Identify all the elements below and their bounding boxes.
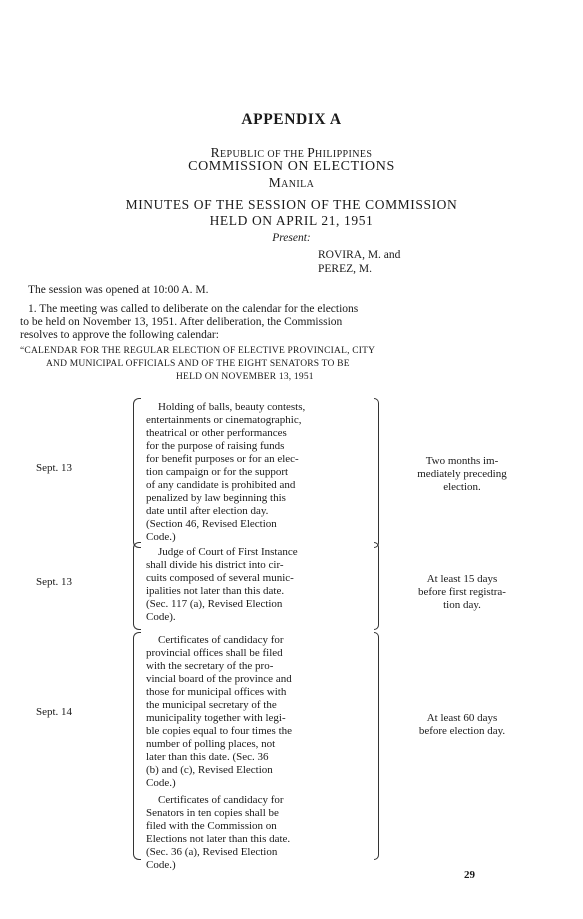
entry-line: number of polling places, not (146, 738, 276, 750)
republic-initial: R (210, 145, 220, 160)
entry-note (382, 573, 542, 612)
philippines-initial: P (307, 145, 315, 160)
entry-line: Code.) (146, 531, 176, 543)
entry-line: cuits composed of several munic- (146, 572, 294, 584)
paragraph-1-line-1: 1. The meeting was called to deliberate on the calendar for the elections (28, 303, 359, 315)
entry-line: Code.) (146, 859, 176, 871)
entry-line: date until after election day. (146, 505, 269, 517)
entry-line: those for municipal offices with (146, 686, 287, 698)
entry-line: ipalities not later than this date. (146, 585, 285, 597)
entry-line: of any candidate is prohibited and (146, 479, 296, 491)
entry-line: Elections not later than this date. (146, 833, 291, 845)
note-line: before election day. (418, 725, 506, 737)
entry-line: (b) and (c), Revised Election (146, 764, 273, 776)
entry-line: ble copies equal to four times the (146, 725, 293, 737)
minutes-line-1: MINUTES OF THE SESSION OF THE COMMISSION (125, 197, 458, 212)
commission-name: COMMISSION ON ELECTIONS (188, 159, 395, 174)
entry-line: entertainments or cinematographic, (146, 414, 302, 426)
minutes-heading (0, 197, 583, 229)
present-member-2: PEREZ, M. (318, 263, 372, 275)
entry-line: (Sec. 117 (a), Revised Election (146, 598, 283, 610)
note-line: mediately preceding (417, 468, 507, 480)
present-label: Present: (272, 232, 311, 244)
philippines-rest: HILIPPINES (315, 149, 373, 160)
entry-line: (Sec. 36 (a), Revised Election (146, 846, 278, 858)
entry-date: Sept. 13 (36, 462, 73, 474)
entry-line: municipality together with legi- (146, 712, 286, 724)
entry-line: shall divide his district into cir- (146, 559, 284, 571)
note-line: election. (443, 481, 481, 493)
entry-line: Holding of balls, beauty contests, (158, 401, 306, 413)
left-brace (133, 398, 141, 548)
entry-line: (Section 46, Revised Election (146, 518, 277, 530)
entry-line: penalized by law beginning this (146, 492, 286, 504)
entry-line: with the secretary of the pro- (146, 660, 274, 672)
paragraph-1 (20, 303, 530, 342)
entry-note (382, 712, 542, 738)
entry-line: Code.) (146, 777, 176, 789)
left-brace (133, 542, 141, 630)
present-member-1: ROVIRA, M. and (318, 249, 401, 261)
note-line: At least 60 days (426, 712, 498, 724)
left-brace (133, 632, 141, 860)
republic-rest: EPUBLIC OF THE (219, 149, 308, 160)
entry-line: Certificates of candidacy for (158, 634, 284, 646)
entry-description (146, 634, 376, 872)
right-brace (374, 398, 379, 548)
manila-line (0, 175, 583, 192)
entry-line: provincial offices shall be filed (146, 647, 283, 659)
right-brace (374, 632, 379, 860)
paragraph-1-line-3: resolves to approve the following calendar: (20, 329, 219, 341)
manila-rest: ANILA (281, 179, 315, 190)
note-line: tion day. (443, 599, 481, 611)
entry-line: for benefit purposes or for an elec- (146, 453, 299, 465)
entry-line: tion campaign or for the support (146, 466, 289, 478)
entry-line: later than this date. (Sec. 36 (146, 751, 269, 763)
calendar-caption-line-3: HELD ON NOVEMBER 13, 1951 (176, 372, 314, 382)
entry-line: the municipal secretary of the (146, 699, 277, 711)
entry-note (382, 455, 542, 494)
calendar-caption-line-2: AND MUNICIPAL OFFICIALS AND OF THE EIGHT SENATORS TO BE (46, 359, 350, 369)
entry-line: for the purpose of raising funds (146, 440, 285, 452)
minutes-line-2: HELD ON APRIL 21, 1951 (209, 213, 374, 228)
entry-line: Code). (146, 611, 176, 623)
entry-line: Senators in ten copies shall be (146, 807, 279, 819)
appendix-title: APPENDIX A (241, 111, 342, 128)
entry-line: vincial board of the province and (146, 673, 292, 685)
right-brace (374, 542, 379, 630)
calendar-caption-line-1: “CALENDAR FOR THE REGULAR ELECTION OF ELECTIVE PROVINCIAL, CITY (20, 346, 376, 356)
paragraph-1-line-2: to be held on November 13, 1951. After deliberation, the Commission (20, 316, 343, 328)
note-line: At least 15 days (426, 573, 498, 585)
manila-initial: M (268, 175, 282, 190)
entry-line: Certificates of candidacy for (158, 794, 284, 806)
entry-description (146, 401, 376, 544)
note-line: before first registra- (418, 586, 506, 598)
entry-line: theatrical or other performances (146, 427, 287, 439)
entry-description (146, 546, 376, 624)
session-opened-text: The session was opened at 10:00 A. M. (28, 284, 209, 296)
entry-line: Judge of Court of First Instance (158, 546, 298, 558)
note-line: Two months im- (425, 455, 499, 467)
entry-line: filed with the Commission on (146, 820, 277, 832)
page-number: 29 (464, 869, 475, 881)
entry-date: Sept. 13 (36, 576, 73, 588)
entry-date: Sept. 14 (36, 706, 73, 718)
